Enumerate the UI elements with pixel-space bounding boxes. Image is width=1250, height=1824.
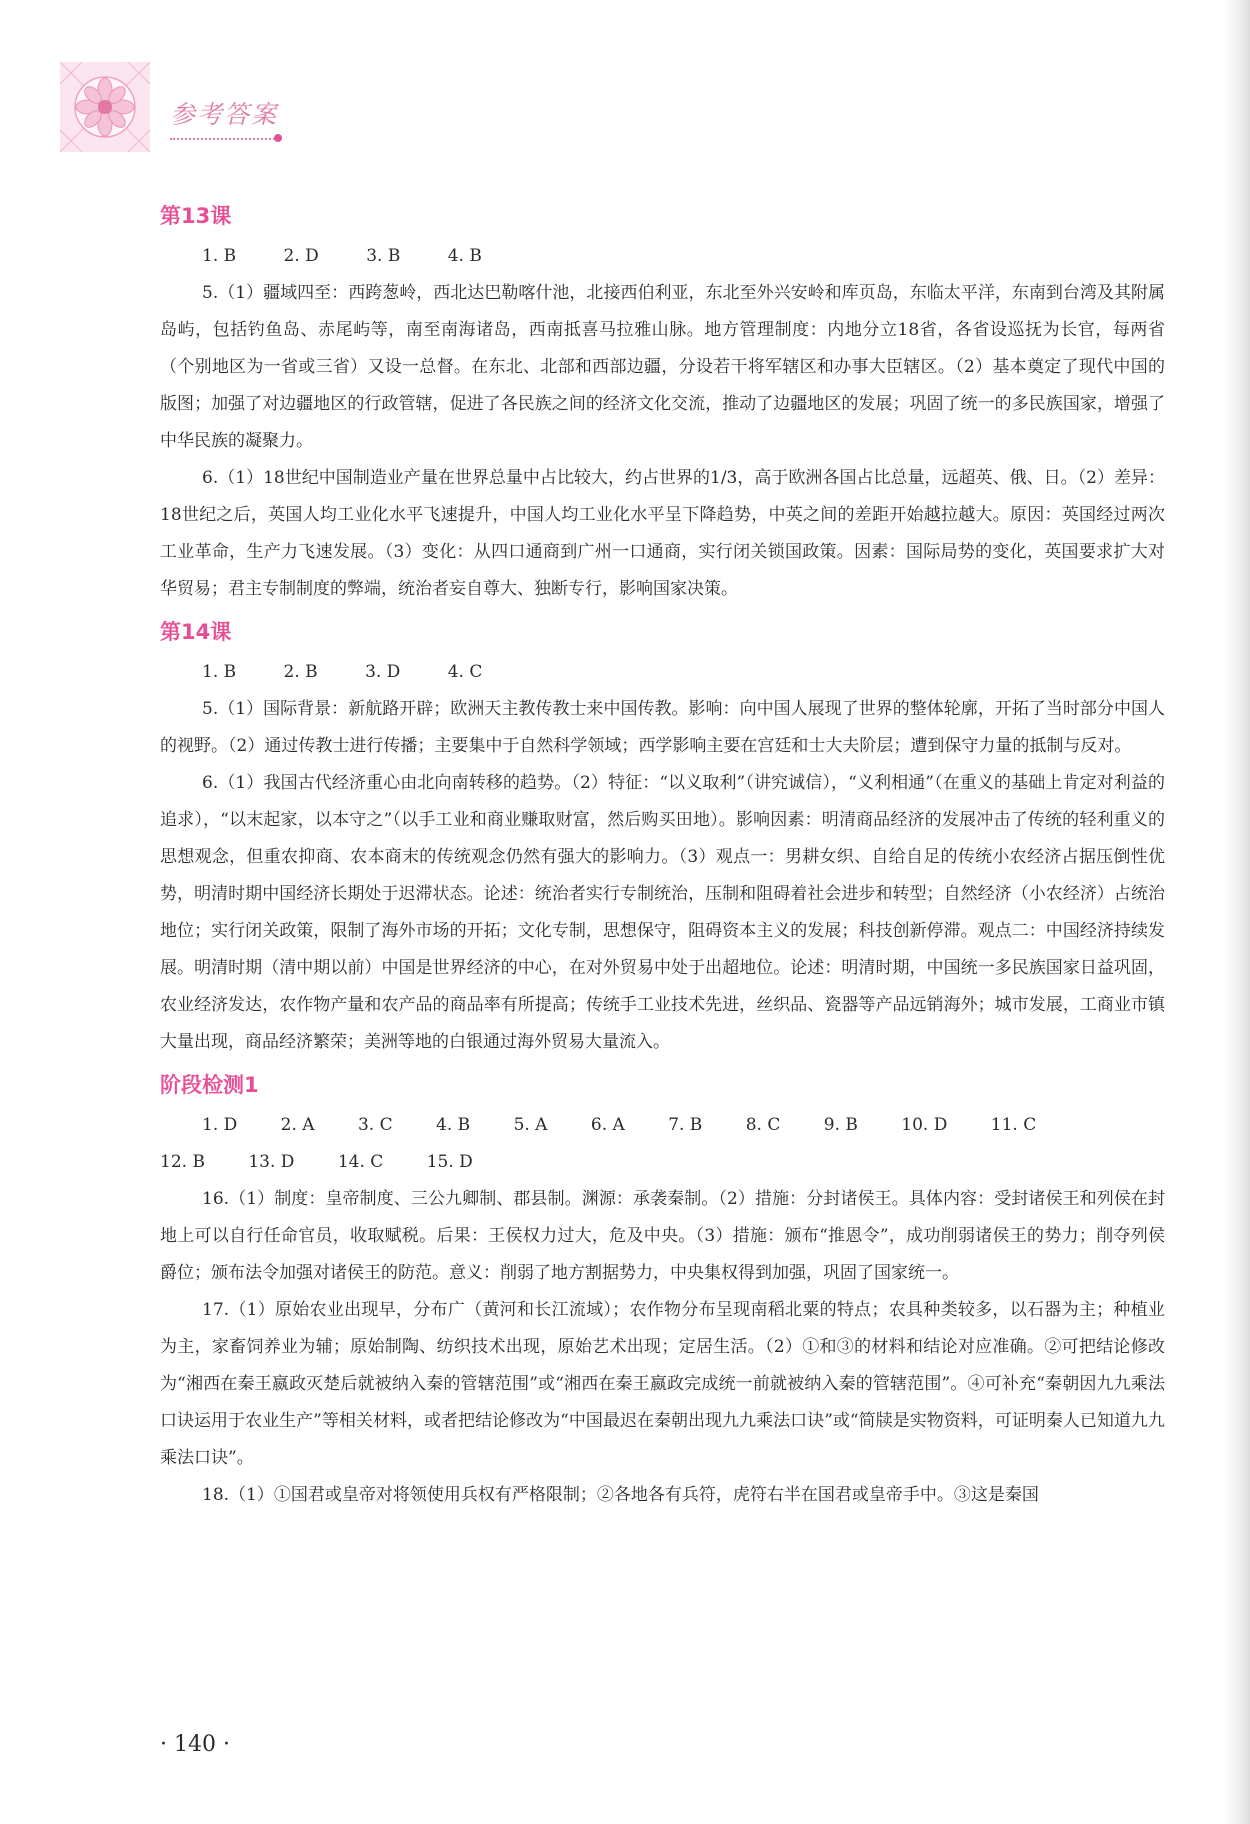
answer-paragraph: 5.（1）国际背景：新航路开辟；欧洲天主教传教士来中国传教。影响：向中国人展现了世界的整体轮廓，开拓了当时部分中国人的视野。（2）通过传教士进行传播；主要集中于自然科学领域；西学影响主要在宫廷和士大夫阶层；遭到保守力量的抵制与反对。	[160, 699, 1165, 756]
mc-answer: 6. A	[590, 1115, 625, 1135]
mc-answer: 9. B	[823, 1115, 858, 1135]
multiple-choice-answers	[160, 654, 1165, 691]
flower-emblem-icon	[60, 62, 150, 152]
mc-answer: 13. D	[248, 1152, 295, 1172]
section-title: 第14课	[160, 620, 232, 644]
header-rule-dot	[274, 134, 282, 142]
section-title: 第13课	[160, 204, 232, 228]
section-lesson-14	[160, 616, 1165, 1061]
answer-paragraph: 6.（1）18世纪中国制造业产量在世界总量中占比较大，约占世界的1/3，高于欧洲各国占比总量，远超英、俄、日。（2）差异：18世纪之后，英国人均工业化水平飞速提升，中国人均工业化水平呈下降趋势，中英之间的差距开始越拉越大。原因：英国经过两次工业革命，生产力飞速发展。（3）变化：从四口通商到广州一口通商，实行闭关锁国政策。因素：国际局势的变化，英国要求扩大对华贸易；君主专制制度的弊端，统治者妄自尊大、独断专行，影响国家决策。	[160, 468, 1165, 599]
mc-answer: 1. D	[202, 1115, 238, 1135]
mc-answer: 10. D	[901, 1115, 948, 1135]
mc-answer: 4. B	[447, 246, 482, 266]
mc-answer: 1. B	[202, 662, 237, 682]
mc-answer: 4. C	[447, 662, 483, 682]
mc-answer: 3. B	[366, 246, 401, 266]
mc-answer: 3. C	[357, 1115, 393, 1135]
answer-paragraph: 6.（1）我国古代经济重心由北向南转移的趋势。（2）特征：“以义取利”（讲究诚信），“义利相通”（在重义的基础上肯定对利益的追求），“以末起家，以本守之”（以手工业和商业赚取财富，然后购买田地）。影响因素：明清商品经济的发展冲击了传统的轻利重义的思想观念，但重农抑商、农本商末的传统观念仍然有强大的影响力。（3）观点一：男耕女织、自给自足的传统小农经济占据压倒性优势，明清时期中国经济长期处于迟滞状态。论述：统治者实行专制统治，压制和阻碍着社会进步和转型；自然经济（小农经济）占统治地位；实行闭关政策，限制了海外市场的开拓；文化专制，思想保守，阻碍资本主义的发展；科技创新停滞。观点二：中国经济持续发展。明清时期（清中期以前）中国是世界经济的中心，在对外贸易中处于出超地位。论述：明清时期，中国统一多民族国家日益巩固，农业经济发达，农作物产量和农产品的商品率有所提高；传统手工业技术先进，丝织品、瓷器等产品远销海外；城市发展，工商业市镇大量出现，商品经济繁荣；美洲等地的白银通过海外贸易大量流入。	[160, 773, 1165, 1052]
multiple-choice-answers	[160, 1107, 1165, 1144]
section-lesson-13	[160, 200, 1165, 608]
mc-answer: 5. A	[513, 1115, 548, 1135]
answer-paragraph: 5.（1）疆域四至：西跨葱岭，西北达巴勒喀什池，北接西伯利亚，东北至外兴安岭和库页岛，东临太平洋，东南到台湾及其附属岛屿，包括钓鱼岛、赤尾屿等，南至南海诸岛，西南抵喜马拉雅山脉。地方管理制度：内地分立18省，各省设巡抚为长官，每两省（个别地区为一省或三省）又设一总督。在东北、北部和西部边疆，分设若干将军辖区和办事大臣辖区。（2）基本奠定了现代中国的版图；加强了对边疆地区的行政管辖，促进了各民族之间的经济文化交流，推动了边疆地区的发展；巩固了统一的多民族国家，增强了中华民族的凝聚力。	[160, 283, 1165, 451]
mc-answer: 8. C	[745, 1115, 781, 1135]
answer-content	[160, 200, 1165, 1516]
page-number: · 140 ·	[160, 1732, 230, 1757]
header-dotted-rule	[170, 138, 278, 140]
mc-answer: 3. D	[365, 662, 401, 682]
mc-answer: 4. B	[436, 1115, 471, 1135]
mc-answer: 12. B	[160, 1152, 205, 1172]
page-edge-shadow	[1224, 0, 1250, 1824]
mc-answer: 2. D	[283, 246, 319, 266]
section-title: 阶段检测1	[160, 1073, 259, 1097]
section-stage-test-1	[160, 1069, 1165, 1514]
multiple-choice-answers	[160, 1144, 1165, 1181]
header-title: 参考答案	[170, 100, 279, 129]
mc-answer: 2. B	[283, 662, 318, 682]
mc-answer: 11. C	[990, 1115, 1037, 1135]
mc-answer: 14. C	[337, 1152, 384, 1172]
mc-answer: 7. B	[668, 1115, 703, 1135]
mc-answer: 15. D	[426, 1152, 473, 1172]
answer-paragraph: 18.（1）①国君或皇帝对将领使用兵权有严格限制；②各地各有兵符，虎符右半在国君或皇帝手中。③这是秦国	[202, 1485, 1039, 1505]
mc-answer: 2. A	[280, 1115, 315, 1135]
answer-paragraph: 16.（1）制度：皇帝制度、三公九卿制、郡县制。渊源：承袭秦制。（2）措施：分封诸侯王。具体内容：受封诸侯王和列侯在封地上可以自行任命官员，收取赋税。后果：王侯权力过大，危及中央。（3）措施：颁布“推恩令”，成功削弱诸侯王的势力；削夺列侯爵位；颁布法令加强对诸侯王的防范。意义：削弱了地方割据势力，中央集权得到加强，巩固了国家统一。	[160, 1189, 1165, 1283]
answer-paragraph: 17.（1）原始农业出现早，分布广（黄河和长江流域）；农作物分布呈现南稻北粟的特点；农具种类较多，以石器为主；种植业为主，家畜饲养业为辅；原始制陶、纺织技术出现，原始艺术出现；定居生活。（2）①和③的材料和结论对应准确。②可把结论修改为“湘西在秦王嬴政灭楚后就被纳入秦的管辖范围”或“湘西在秦王嬴政完成统一前就被纳入秦的管辖范围”。④可补充“秦朝因九九乘法口诀运用于农业生产”等相关材料，或者把结论修改为“中国最迟在秦朝出现九九乘法口诀”或“简牍是实物资料，可证明秦人已知道九九乘法口诀”。	[160, 1300, 1165, 1468]
mc-answer: 1. B	[202, 246, 237, 266]
multiple-choice-answers	[160, 238, 1165, 275]
